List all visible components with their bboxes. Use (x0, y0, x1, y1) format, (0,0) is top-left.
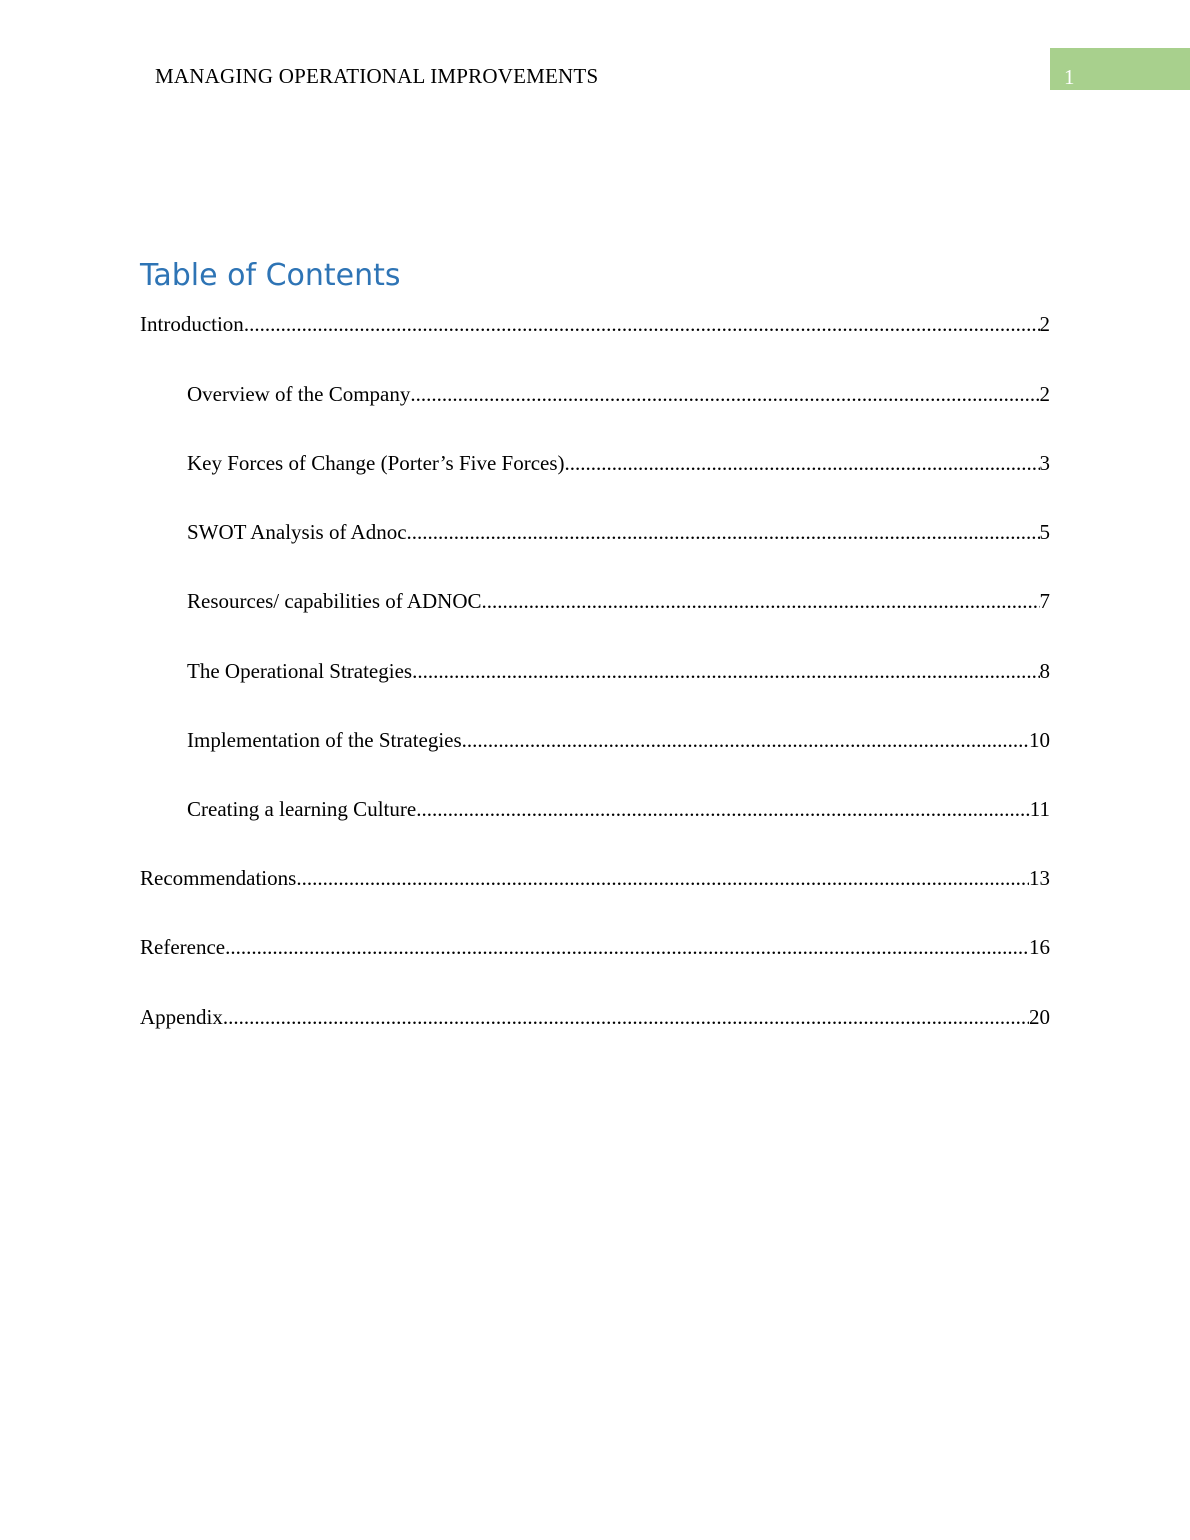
toc-entry-implementation[interactable] (187, 728, 1050, 758)
toc-entry-operational-strategies[interactable] (187, 659, 1050, 689)
toc-dot-leader (407, 520, 1040, 545)
toc-entry-label: Reference (140, 935, 226, 959)
toc-dot-leader (410, 382, 1039, 407)
toc-entry-page: 13 (1029, 866, 1050, 890)
toc-entry-label: Appendix (140, 1005, 223, 1029)
toc-entry-page: 2 (1039, 312, 1050, 336)
toc-entry-learning-culture[interactable] (187, 797, 1050, 827)
toc-entry-resources[interactable] (187, 589, 1050, 619)
toc-dot-leader (225, 935, 1029, 960)
toc-entry-page: 2 (1039, 382, 1050, 406)
toc-dot-leader (412, 659, 1039, 684)
running-header-title: MANAGING OPERATIONAL IMPROVEMENTS (155, 64, 599, 88)
toc-dot-leader (482, 589, 1040, 614)
toc-entry-label: Implementation of the Strategies (187, 728, 462, 752)
toc-dot-leader (565, 451, 1040, 476)
toc-entry-page: 10 (1029, 728, 1050, 752)
toc-entry-key-forces[interactable] (187, 451, 1050, 481)
toc-heading: Table of Contents (140, 258, 401, 293)
toc-dot-leader (462, 728, 1029, 753)
toc-entry-page: 3 (1039, 451, 1050, 475)
toc-entry-reference[interactable] (140, 935, 1050, 965)
toc-entry-label: SWOT Analysis of Adnoc (187, 520, 407, 544)
toc-entry-introduction[interactable] (140, 312, 1050, 342)
toc-entry-recommendations[interactable] (140, 866, 1050, 896)
toc-entry-label: Resources/ capabilities of ADNOC (187, 589, 482, 613)
toc-entry-overview[interactable] (187, 382, 1050, 412)
toc-entry-label: Creating a learning Culture (187, 797, 417, 821)
page-number: 1 (1064, 65, 1075, 89)
toc-entry-swot[interactable] (187, 520, 1050, 550)
toc-entry-label: Introduction (140, 312, 244, 336)
toc-entry-label: The Operational Strategies (187, 659, 413, 683)
toc-dot-leader (244, 312, 1040, 337)
toc-entry-label: Overview of the Company (187, 382, 411, 406)
toc-entry-page: 7 (1039, 589, 1050, 613)
toc-dot-leader (296, 866, 1029, 891)
toc-entry-page: 20 (1029, 1005, 1050, 1029)
toc-entry-page: 16 (1029, 935, 1050, 959)
toc-entry-page: 11 (1029, 797, 1050, 821)
toc-entry-label: Recommendations (140, 866, 297, 890)
toc-entry-appendix[interactable] (140, 1005, 1050, 1035)
toc-entry-label: Key Forces of Change (Porter’s Five Forces) (187, 451, 565, 475)
toc-entry-page: 8 (1039, 659, 1050, 683)
toc-dot-leader (416, 797, 1030, 822)
toc-dot-leader (223, 1005, 1029, 1030)
toc-entry-page: 5 (1039, 520, 1050, 544)
page-number-badge (1050, 48, 1190, 90)
